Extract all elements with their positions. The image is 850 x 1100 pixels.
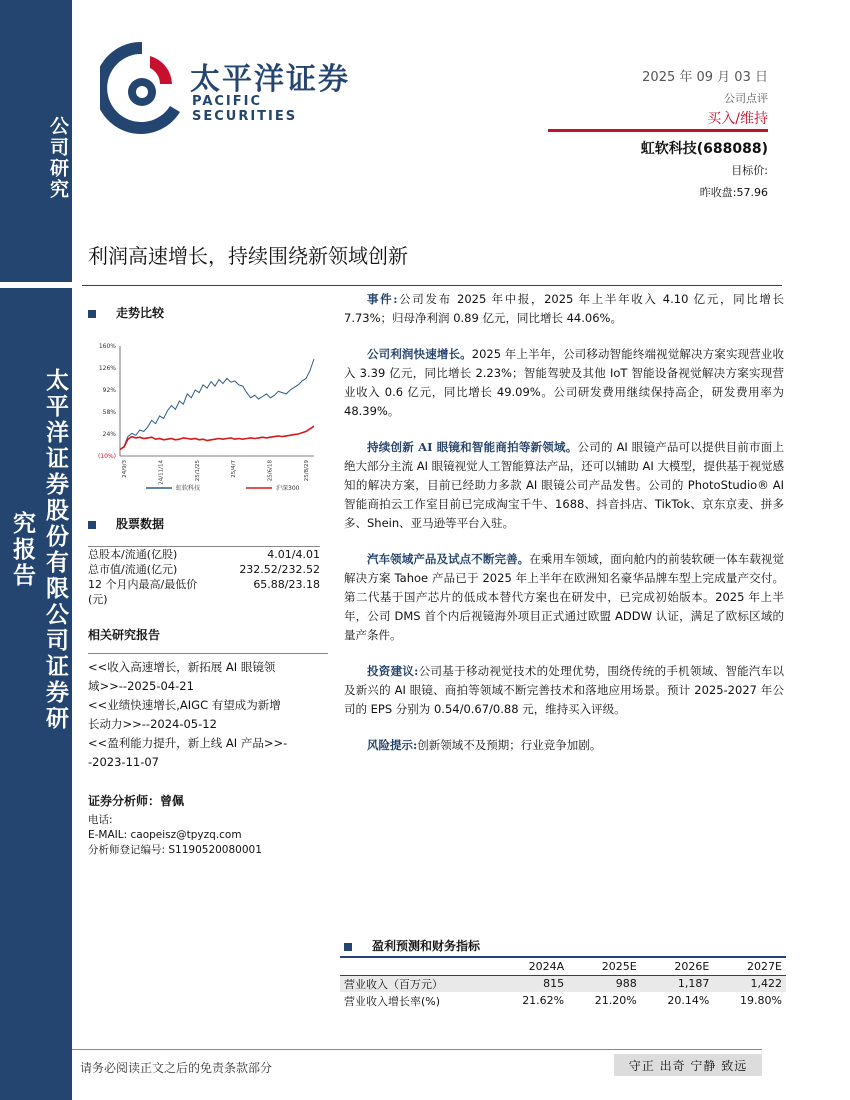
logo-emblem-icon (100, 38, 184, 138)
paragraph-investment: 投资建议:公司基于移动视觉技术的处理优势，围绕传统的手机领域、智能汽车以及新兴的 AI 眼镜、商拍等领域不断完善技术和落地应用场景。预计 2025-2027 年公司的 EPS 分别为 0.54/0.67/0.88 元，维持买入评级。 (344, 664, 784, 716)
related-item[interactable]: <<收入高速增长，新拓展 AI 眼镜领 (88, 660, 276, 674)
report-type: 公司点评 (724, 92, 768, 105)
stock-data-heading: 股票数据 (88, 515, 164, 532)
rating-underline (548, 129, 768, 132)
trend-heading: 走势比较 (88, 304, 164, 321)
footer-motto: 守正 出奇 宁静 致远 (614, 1054, 762, 1076)
title-divider (82, 285, 782, 286)
series-line (120, 426, 314, 449)
financials-table (340, 956, 786, 1009)
related-item[interactable]: -2023-11-07 (88, 755, 159, 769)
paragraph-event: 事件:公司发布 2025 年中报，2025 年上半年收入 4.10 亿元，同比增长 7.73%；归母净利润 0.89 亿元，同比增长 44.06%。 (344, 292, 784, 325)
company-logo (100, 38, 370, 138)
report-body (344, 290, 784, 772)
table-row: 营业收入增长率(%) 21.62% 21.20% 20.14% 19.80% (344, 994, 782, 1008)
analyst-heading: 证券分析师：曾佩 (88, 794, 185, 808)
section-square-icon (88, 521, 96, 529)
target-price: 目标价: (731, 164, 768, 177)
stock-row: (元) (88, 593, 108, 606)
company-name: 虹软科技(688088) (640, 141, 768, 157)
related-item[interactable]: <<业绩快速增长,AIGC 有望成为新增 (88, 698, 281, 712)
y-tick-label: (10%) (97, 453, 116, 460)
y-tick-label: 126% (98, 365, 116, 372)
close-price: 昨收盘:57.96 (699, 186, 768, 199)
related-item[interactable]: 域>>--2025-04-21 (88, 679, 194, 693)
related-divider (88, 653, 328, 654)
related-reports (88, 626, 328, 772)
section-square-icon (88, 310, 96, 318)
analyst-info (88, 794, 328, 858)
x-tick-label: 25/6/18 (267, 460, 274, 482)
table-row: 营业收入（百万元） 815 988 1,187 1,422 (340, 975, 786, 992)
x-tick-label: 25/8/29 (304, 460, 310, 482)
legend-label: 虹软科技 (176, 485, 201, 492)
sidebar-bottom-label: 太平洋证券股份有限公司证券研究报告 (9, 368, 69, 732)
trend-chart-svg (86, 338, 326, 498)
y-tick-label: 24% (102, 431, 116, 438)
x-tick-label: 25/4/7 (231, 460, 238, 478)
trend-chart (86, 338, 326, 498)
x-tick-label: 24/9/3 (122, 460, 128, 478)
legend-label: 沪深300 (276, 485, 300, 492)
report-title: 利润高速增长，持续围绕新领域创新 (88, 244, 408, 268)
logo-chinese-name: 太平洋证券 (190, 62, 350, 97)
paragraph-risk: 风险提示:创新领域不及预期；行业竞争加剧。 (367, 738, 602, 752)
financials-heading: 盈利预测和财务指标 (344, 937, 480, 954)
related-heading: 相关研究报告 (88, 628, 161, 642)
table-header-row: 2024A 2025E 2026E 2027E (340, 957, 786, 975)
section-square-icon (344, 943, 352, 951)
paragraph-ai-glasses: 持续创新 AI 眼镜和智能商拍等新领域。公司的 AI 眼镜产品可以提供目前市面上绝大部分主流 AI 眼镜视觉人工智能算法产品，还可以辅助 AI 大模型，提供基于视觉感知的解决方案，目前已经助力多款 AI 眼镜公司产品发售。公司的 PhotoStudio® AI 智能商拍云工作室目前已完成淘宝千牛、1688、抖音抖店、TikTok、京东京麦、拼多多、Shein、亚马逊等平台入驻。 (344, 440, 784, 530)
analyst-registration: 分析师登记编号: S1190520080001 (88, 844, 262, 856)
sidebar (0, 0, 72, 1100)
analyst-phone: 电话: (88, 814, 113, 826)
stock-row: 总股本/流通(亿股) 4.01/4.01 (88, 548, 320, 561)
rating-label: 买入/维持 (707, 111, 768, 127)
footer-disclaimer: 请务必阅读正文之后的免责条款部分 (80, 1061, 273, 1075)
y-tick-label: 92% (102, 387, 116, 394)
analyst-email[interactable]: E-MAIL: caopeisz@tpyzq.com (88, 829, 242, 841)
sidebar-top-label: 公司研究 (47, 116, 69, 200)
logo-english-name: PACIFIC SECURITIES (192, 94, 298, 124)
footer-divider (72, 1049, 762, 1050)
y-tick-label: 160% (98, 343, 116, 350)
paragraph-profit: 公司利润快速增长。2025 年上半年，公司移动智能终端视觉解决方案实现营业收入 3.39 亿元，同比增长 2.23%；智能驾驶及其他 IoT 智能设备视觉解决方案实现营业收入 0.6 亿元，同比增长 49.09%。公司研发费用继续保持高企，研发费用率为 48.39%。 (344, 347, 784, 418)
y-tick-label: 58% (102, 409, 116, 416)
stock-row: 12 个月内最高/最低价 65.88/23.18 (88, 578, 320, 591)
related-item[interactable]: 长动力>>--2024-05-12 (88, 717, 217, 731)
x-tick-label: 25/1/25 (194, 460, 201, 482)
paragraph-auto: 汽车领域产品及试点不断完善。在乘用车领域，面向舱内的前装软硬一体车载视觉解决方案 Tahoe 产品已于 2025 年上半年在欧洲知名豪华品牌车型上完成量产交付。第二代基于国产芯片的低成本替代方案也在研发中，已完成初始版本。2025 年上半年，公司 DMS 首个内后视镜海外项目正式通过欧盟 ADDW 认证，满足了欧标区域的量产条件。 (344, 552, 785, 642)
related-item[interactable]: <<盈利能力提升，新上线 AI 产品>>- (88, 736, 288, 750)
stock-row: 总市值/流通(亿元) 232.52/232.52 (88, 563, 320, 576)
stock-data-table (88, 546, 320, 607)
report-date: 2025 年 09 月 03 日 (642, 70, 768, 85)
x-tick-label: 24/11/14 (158, 460, 165, 485)
